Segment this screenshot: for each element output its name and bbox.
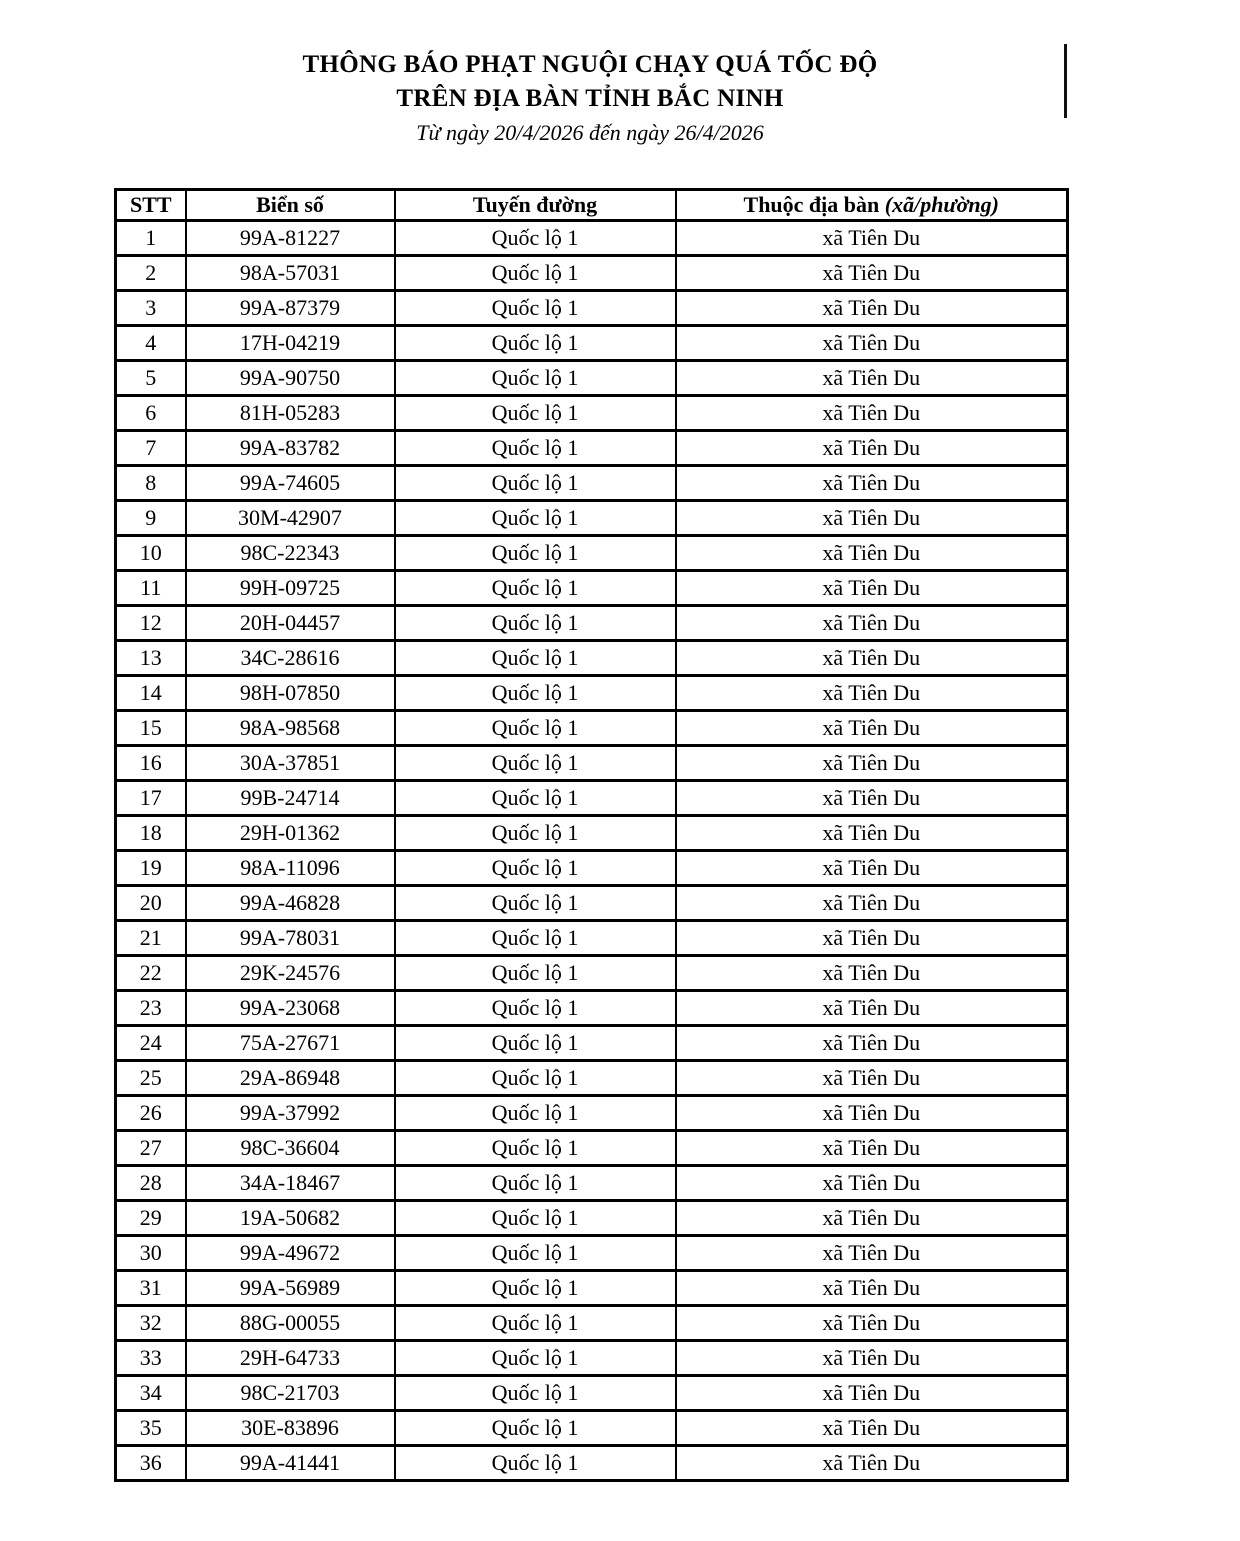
cell-route: Quốc lộ 1 <box>395 746 676 781</box>
cell-route: Quốc lộ 1 <box>395 1446 676 1481</box>
cell-plate: 99A-46828 <box>186 886 395 921</box>
cell-area: xã Tiên Du <box>676 921 1068 956</box>
cell-area: xã Tiên Du <box>676 956 1068 991</box>
table-row <box>116 536 1068 571</box>
cell-stt: 32 <box>116 1306 186 1341</box>
cell-stt: 15 <box>116 711 186 746</box>
cell-route: Quốc lộ 1 <box>395 886 676 921</box>
cell-plate: 99A-90750 <box>186 361 395 396</box>
table-row <box>116 1271 1068 1306</box>
cell-area: xã Tiên Du <box>676 851 1068 886</box>
cell-area: xã Tiên Du <box>676 361 1068 396</box>
cell-route: Quốc lộ 1 <box>395 536 676 571</box>
table-row <box>116 746 1068 781</box>
header-area-note: (xã/phường) <box>884 192 999 217</box>
table-row <box>116 711 1068 746</box>
cell-plate: 98C-21703 <box>186 1376 395 1411</box>
cell-route: Quốc lộ 1 <box>395 711 676 746</box>
cell-plate: 29H-01362 <box>186 816 395 851</box>
cell-area: xã Tiên Du <box>676 746 1068 781</box>
cell-route: Quốc lộ 1 <box>395 1166 676 1201</box>
cell-area: xã Tiên Du <box>676 816 1068 851</box>
cell-stt: 29 <box>116 1201 186 1236</box>
cell-area: xã Tiên Du <box>676 326 1068 361</box>
cell-area: xã Tiên Du <box>676 641 1068 676</box>
table-row <box>116 1306 1068 1341</box>
cell-stt: 33 <box>116 1341 186 1376</box>
cell-plate: 99A-87379 <box>186 291 395 326</box>
table-row <box>116 921 1068 956</box>
table-row <box>116 361 1068 396</box>
cell-route: Quốc lộ 1 <box>395 1341 676 1376</box>
cell-stt: 23 <box>116 991 186 1026</box>
cell-area: xã Tiên Du <box>676 466 1068 501</box>
cell-route: Quốc lộ 1 <box>395 431 676 466</box>
table-row <box>116 326 1068 361</box>
table-row <box>116 431 1068 466</box>
cell-area: xã Tiên Du <box>676 256 1068 291</box>
table-row <box>116 501 1068 536</box>
cell-area: xã Tiên Du <box>676 991 1068 1026</box>
document-page <box>114 0 1066 1482</box>
cell-stt: 13 <box>116 641 186 676</box>
table-row <box>116 1236 1068 1271</box>
cell-plate: 99A-23068 <box>186 991 395 1026</box>
cell-route: Quốc lộ 1 <box>395 1026 676 1061</box>
cell-stt: 35 <box>116 1411 186 1446</box>
cell-stt: 10 <box>116 536 186 571</box>
table-row <box>116 396 1068 431</box>
header-stt: STT <box>116 190 186 221</box>
table-row <box>116 851 1068 886</box>
header-route: Tuyến đường <box>395 190 676 221</box>
table-row <box>116 1201 1068 1236</box>
cell-stt: 12 <box>116 606 186 641</box>
cell-area: xã Tiên Du <box>676 291 1068 326</box>
cell-route: Quốc lộ 1 <box>395 571 676 606</box>
table-row <box>116 1166 1068 1201</box>
cell-plate: 19A-50682 <box>186 1201 395 1236</box>
cell-route: Quốc lộ 1 <box>395 816 676 851</box>
cell-plate: 98H-07850 <box>186 676 395 711</box>
cell-route: Quốc lộ 1 <box>395 1271 676 1306</box>
cell-stt: 1 <box>116 221 186 256</box>
cell-plate: 99A-56989 <box>186 1271 395 1306</box>
cell-area: xã Tiên Du <box>676 1096 1068 1131</box>
cell-route: Quốc lộ 1 <box>395 396 676 431</box>
cell-route: Quốc lộ 1 <box>395 1131 676 1166</box>
cell-plate: 30A-37851 <box>186 746 395 781</box>
cell-stt: 11 <box>116 571 186 606</box>
cell-route: Quốc lộ 1 <box>395 1236 676 1271</box>
cell-route: Quốc lộ 1 <box>395 256 676 291</box>
cell-area: xã Tiên Du <box>676 1201 1068 1236</box>
table-row <box>116 571 1068 606</box>
cell-route: Quốc lộ 1 <box>395 501 676 536</box>
cell-stt: 16 <box>116 746 186 781</box>
cell-plate: 98C-36604 <box>186 1131 395 1166</box>
cell-area: xã Tiên Du <box>676 501 1068 536</box>
cell-plate: 81H-05283 <box>186 396 395 431</box>
table-row <box>116 1376 1068 1411</box>
cell-plate: 98A-98568 <box>186 711 395 746</box>
table-row <box>116 991 1068 1026</box>
cell-plate: 17H-04219 <box>186 326 395 361</box>
cell-stt: 3 <box>116 291 186 326</box>
cell-area: xã Tiên Du <box>676 1026 1068 1061</box>
table-row <box>116 466 1068 501</box>
cell-route: Quốc lộ 1 <box>395 1306 676 1341</box>
cell-area: xã Tiên Du <box>676 1236 1068 1271</box>
cell-area: xã Tiên Du <box>676 1131 1068 1166</box>
cell-area: xã Tiên Du <box>676 1306 1068 1341</box>
cell-area: xã Tiên Du <box>676 536 1068 571</box>
cell-route: Quốc lộ 1 <box>395 361 676 396</box>
cell-area: xã Tiên Du <box>676 571 1068 606</box>
cell-stt: 5 <box>116 361 186 396</box>
cell-plate: 99A-83782 <box>186 431 395 466</box>
cell-plate: 99A-81227 <box>186 221 395 256</box>
cell-plate: 99A-37992 <box>186 1096 395 1131</box>
cell-stt: 28 <box>116 1166 186 1201</box>
cell-plate: 88G-00055 <box>186 1306 395 1341</box>
cell-route: Quốc lộ 1 <box>395 1411 676 1446</box>
cell-plate: 30M-42907 <box>186 501 395 536</box>
header-area-label: Thuộc địa bàn <box>743 192 880 217</box>
cell-plate: 99A-49672 <box>186 1236 395 1271</box>
cell-stt: 21 <box>116 921 186 956</box>
table-row <box>116 1446 1068 1481</box>
cell-stt: 8 <box>116 466 186 501</box>
cell-stt: 6 <box>116 396 186 431</box>
cell-area: xã Tiên Du <box>676 781 1068 816</box>
cell-stt: 34 <box>116 1376 186 1411</box>
cell-area: xã Tiên Du <box>676 1411 1068 1446</box>
cell-route: Quốc lộ 1 <box>395 956 676 991</box>
cell-route: Quốc lộ 1 <box>395 676 676 711</box>
table-row <box>116 1096 1068 1131</box>
cell-stt: 19 <box>116 851 186 886</box>
cell-route: Quốc lộ 1 <box>395 991 676 1026</box>
cell-plate: 98C-22343 <box>186 536 395 571</box>
cell-area: xã Tiên Du <box>676 1446 1068 1481</box>
cell-stt: 36 <box>116 1446 186 1481</box>
cell-route: Quốc lộ 1 <box>395 781 676 816</box>
table-row <box>116 1341 1068 1376</box>
table-row <box>116 606 1068 641</box>
cell-stt: 18 <box>116 816 186 851</box>
cell-route: Quốc lộ 1 <box>395 606 676 641</box>
cell-plate: 34C-28616 <box>186 641 395 676</box>
table-row <box>116 956 1068 991</box>
document-title-line1: THÔNG BÁO PHẠT NGUỘI CHẠY QUÁ TỐC ĐỘ <box>302 51 878 78</box>
header-area <box>676 190 1068 221</box>
header-plate: Biển số <box>186 190 395 221</box>
cell-plate: 98A-57031 <box>186 256 395 291</box>
cell-area: xã Tiên Du <box>676 1166 1068 1201</box>
cell-route: Quốc lộ 1 <box>395 221 676 256</box>
cell-plate: 98A-11096 <box>186 851 395 886</box>
cell-route: Quốc lộ 1 <box>395 1061 676 1096</box>
cell-route: Quốc lộ 1 <box>395 291 676 326</box>
table-row <box>116 1061 1068 1096</box>
cell-area: xã Tiên Du <box>676 221 1068 256</box>
cell-area: xã Tiên Du <box>676 676 1068 711</box>
table-row <box>116 221 1068 256</box>
table-row <box>116 781 1068 816</box>
cell-stt: 17 <box>116 781 186 816</box>
cell-plate: 29K-24576 <box>186 956 395 991</box>
table-row <box>116 1131 1068 1166</box>
cell-stt: 24 <box>116 1026 186 1061</box>
cell-route: Quốc lộ 1 <box>395 326 676 361</box>
cell-area: xã Tiên Du <box>676 886 1068 921</box>
cell-plate: 30E-83896 <box>186 1411 395 1446</box>
cell-plate: 20H-04457 <box>186 606 395 641</box>
cell-stt: 14 <box>116 676 186 711</box>
cell-area: xã Tiên Du <box>676 396 1068 431</box>
cell-area: xã Tiên Du <box>676 1061 1068 1096</box>
cell-area: xã Tiên Du <box>676 1376 1068 1411</box>
violation-table <box>114 188 1069 1482</box>
table-header-row <box>116 190 1068 221</box>
document-title-line2: TRÊN ĐỊA BÀN TỈNH BẮC NINH <box>396 85 784 112</box>
table-row <box>116 641 1068 676</box>
cell-route: Quốc lộ 1 <box>395 1201 676 1236</box>
cell-area: xã Tiên Du <box>676 711 1068 746</box>
cell-stt: 30 <box>116 1236 186 1271</box>
cell-area: xã Tiên Du <box>676 606 1068 641</box>
document-date-range: Từ ngày 20/4/2026 đến ngày 26/4/2026 <box>416 120 764 145</box>
cell-plate: 29H-64733 <box>186 1341 395 1376</box>
cell-stt: 22 <box>116 956 186 991</box>
cell-stt: 2 <box>116 256 186 291</box>
cell-stt: 31 <box>116 1271 186 1306</box>
cell-plate: 34A-18467 <box>186 1166 395 1201</box>
cell-area: xã Tiên Du <box>676 1271 1068 1306</box>
cell-area: xã Tiên Du <box>676 431 1068 466</box>
cell-stt: 20 <box>116 886 186 921</box>
cell-stt: 4 <box>116 326 186 361</box>
cell-stt: 9 <box>116 501 186 536</box>
document-header <box>114 48 1066 150</box>
cell-stt: 7 <box>116 431 186 466</box>
cell-stt: 25 <box>116 1061 186 1096</box>
cell-plate: 99H-09725 <box>186 571 395 606</box>
table-row <box>116 291 1068 326</box>
cell-stt: 26 <box>116 1096 186 1131</box>
table-row <box>116 1026 1068 1061</box>
cell-plate: 99A-74605 <box>186 466 395 501</box>
cell-plate: 99A-41441 <box>186 1446 395 1481</box>
cell-stt: 27 <box>116 1131 186 1166</box>
table-body <box>116 221 1068 1481</box>
table-row <box>116 816 1068 851</box>
table-row <box>116 886 1068 921</box>
cell-route: Quốc lộ 1 <box>395 851 676 886</box>
cell-route: Quốc lộ 1 <box>395 641 676 676</box>
cell-plate: 29A-86948 <box>186 1061 395 1096</box>
table-row <box>116 256 1068 291</box>
cell-plate: 75A-27671 <box>186 1026 395 1061</box>
cell-route: Quốc lộ 1 <box>395 1096 676 1131</box>
cell-area: xã Tiên Du <box>676 1341 1068 1376</box>
cell-route: Quốc lộ 1 <box>395 921 676 956</box>
cell-route: Quốc lộ 1 <box>395 466 676 501</box>
cell-route: Quốc lộ 1 <box>395 1376 676 1411</box>
cell-plate: 99A-78031 <box>186 921 395 956</box>
table-row <box>116 1411 1068 1446</box>
cell-plate: 99B-24714 <box>186 781 395 816</box>
table-row <box>116 676 1068 711</box>
